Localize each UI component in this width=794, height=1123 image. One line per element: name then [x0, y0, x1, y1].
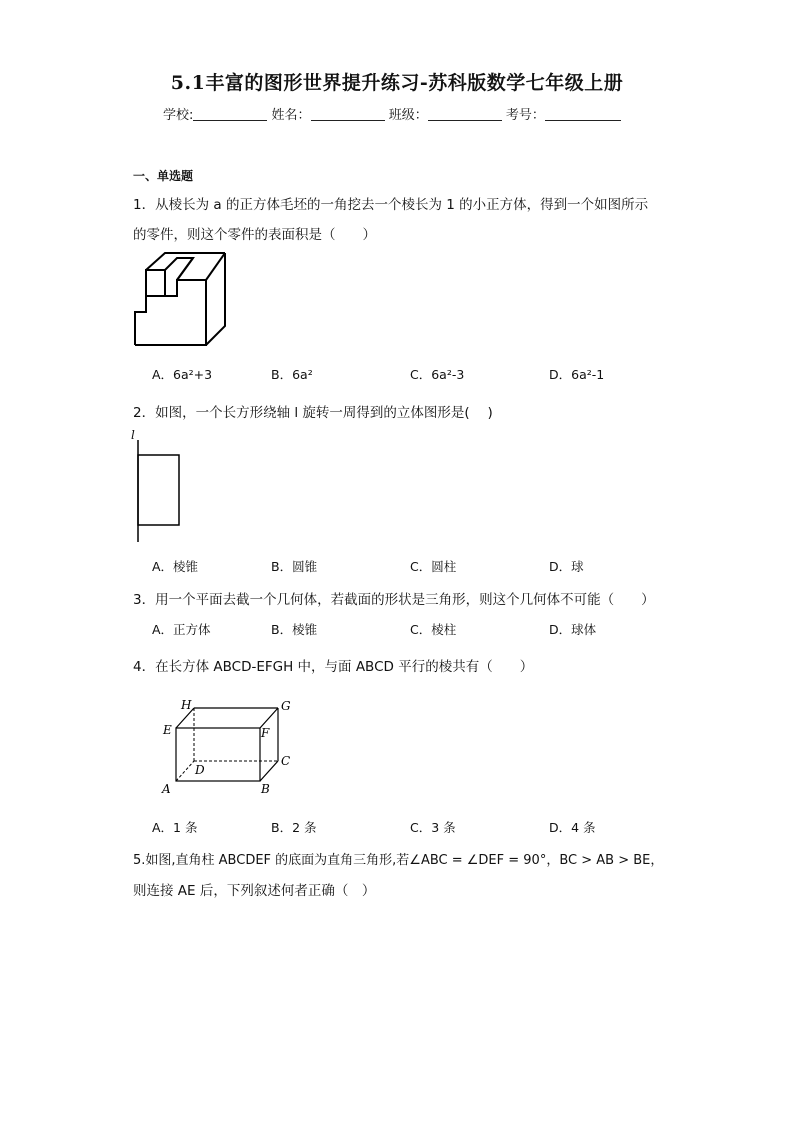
q4-option-c[interactable]: C．3 条	[410, 820, 456, 835]
school-blank[interactable]	[193, 108, 267, 121]
q1-line2: 的零件，则这个零件的表面积是（ ）	[133, 227, 376, 243]
class-label: 班级：	[388, 108, 428, 123]
q5-line2: 则连接 AE 后，下列叙述何者正确（ ）	[133, 883, 376, 899]
school-label: 学校:	[163, 108, 194, 123]
q4-option-d[interactable]: D．4 条	[549, 820, 596, 835]
q1-option-c[interactable]: C．6a²-3	[410, 367, 465, 382]
section-heading: 一、单选题	[133, 169, 194, 183]
q2-rectangle-figure	[133, 440, 183, 542]
name-blank[interactable]	[311, 108, 385, 121]
q4-cuboid-figure	[160, 695, 300, 800]
q2-option-b[interactable]: B．圆锥	[271, 559, 318, 574]
q2-line1: 2．如图，一个长方形绕轴 l 旋转一周得到的立体图形是( )	[133, 405, 493, 421]
q4-label-c: C	[281, 754, 291, 768]
q2-option-d[interactable]: D．球	[549, 559, 584, 574]
class-blank[interactable]	[428, 108, 502, 121]
q4-option-a[interactable]: A．1 条	[152, 820, 198, 835]
id-blank[interactable]	[545, 108, 621, 121]
name-label: 姓名：	[271, 108, 311, 123]
q4-hidden-edges	[176, 708, 278, 781]
q3-line1: 3．用一个平面去截一个几何体，若截面的形状是三角形，则这个几何体不可能（ ）	[133, 592, 655, 608]
q1-cube-figure	[133, 250, 228, 350]
q1-option-b[interactable]: B．6a²	[271, 367, 313, 382]
q2-axis-label: l	[131, 428, 135, 442]
q4-line1: 4．在长方体 ABCD-EFGH 中，与面 ABCD 平行的棱共有（ ）	[133, 659, 534, 675]
page-title: 5.1丰富的图形世界提升练习-苏科版数学七年级上册	[170, 72, 624, 94]
q1-line1: 1．从棱长为 a 的正方体毛坯的一角挖去一个棱长为 1 的小正方体，得到一个如图所示	[133, 197, 649, 213]
q4-label-d: D	[195, 763, 205, 777]
q4-label-h: H	[181, 698, 192, 712]
q3-option-b[interactable]: B．棱锥	[271, 622, 318, 637]
q4-label-b: B	[261, 782, 270, 796]
q5-line1: 5.如图,直角柱 ABCDEF 的底面为直角三角形,若∠ABC = ∠DEF = 90°，BC > AB > BE，	[133, 853, 664, 868]
q3-option-c[interactable]: C．棱柱	[410, 622, 457, 637]
q2-option-c[interactable]: C．圆柱	[410, 559, 457, 574]
q1-option-d[interactable]: D．6a²-1	[549, 367, 605, 382]
q4-front-face	[176, 728, 260, 781]
student-info-line	[163, 104, 621, 123]
q2-option-a[interactable]: A．棱锥	[152, 559, 199, 574]
q4-label-f: F	[261, 726, 270, 740]
q4-label-g: G	[281, 699, 291, 713]
q4-option-b[interactable]: B．2 条	[271, 820, 317, 835]
q4-label-e: E	[163, 723, 172, 737]
q1-option-a[interactable]: A．6a²+3	[152, 367, 213, 382]
q3-option-a[interactable]: A．正方体	[152, 622, 211, 637]
q4-label-a: A	[162, 782, 171, 796]
q2-rectangle	[138, 455, 179, 525]
id-label: 考号：	[505, 108, 545, 123]
q3-option-d[interactable]: D．球体	[549, 622, 597, 637]
q1-edge-top-right	[206, 253, 225, 280]
